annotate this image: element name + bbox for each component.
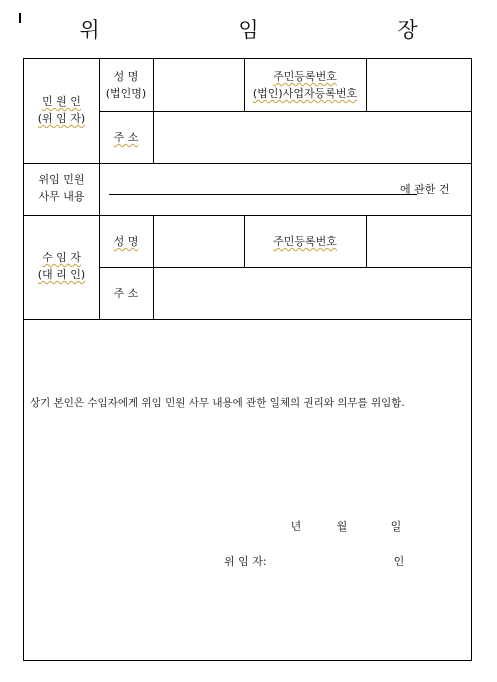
divider-delegator-bottom: [24, 163, 472, 164]
divider-delegate-bottom: [24, 319, 472, 320]
delegate-section-label: 수 임 자 (대 리 인): [37, 251, 86, 281]
date-day-label: 일: [390, 520, 402, 533]
delegator-address-field[interactable]: [154, 112, 472, 163]
delegate-address-field[interactable]: [154, 268, 472, 319]
delegate-address-label: 주 소: [113, 287, 139, 300]
task-label: 위임 민원 사무 내용: [38, 173, 85, 203]
delegation-statement: 상기 본인은 수임자에게 위임 민원 사무 내용에 관한 일체의 권리와 의무를 위임함.: [30, 397, 405, 409]
delegator-section-label: 민 원 인 (위 임 자): [37, 95, 86, 125]
delegator-id-field[interactable]: [367, 59, 472, 111]
delegator-address-label: 주 소: [113, 131, 139, 144]
seal-label: 인: [393, 555, 405, 568]
document-title: 위 임 장: [79, 18, 484, 42]
delegator-name-field[interactable]: [154, 59, 244, 111]
delegation-form: [23, 58, 472, 661]
task-fill-line[interactable]: [109, 194, 417, 195]
delegator-id-label: 주민등록번호 (법인)사업자등록번호: [252, 70, 358, 100]
signature-name-field[interactable]: [282, 551, 382, 571]
delegate-name-field[interactable]: [154, 216, 244, 267]
delegate-name-label: 성 명: [113, 235, 139, 248]
date-month-label: 월: [336, 520, 348, 533]
delegate-id-label: 주민등록번호: [273, 235, 337, 248]
task-suffix: 에 관한 건: [400, 183, 450, 196]
signature-label: 위 임 자:: [224, 555, 267, 568]
delegator-name-label: 성 명 (법인명): [105, 70, 147, 100]
date-year-label: 년: [290, 520, 302, 533]
delegate-id-field[interactable]: [367, 216, 472, 267]
